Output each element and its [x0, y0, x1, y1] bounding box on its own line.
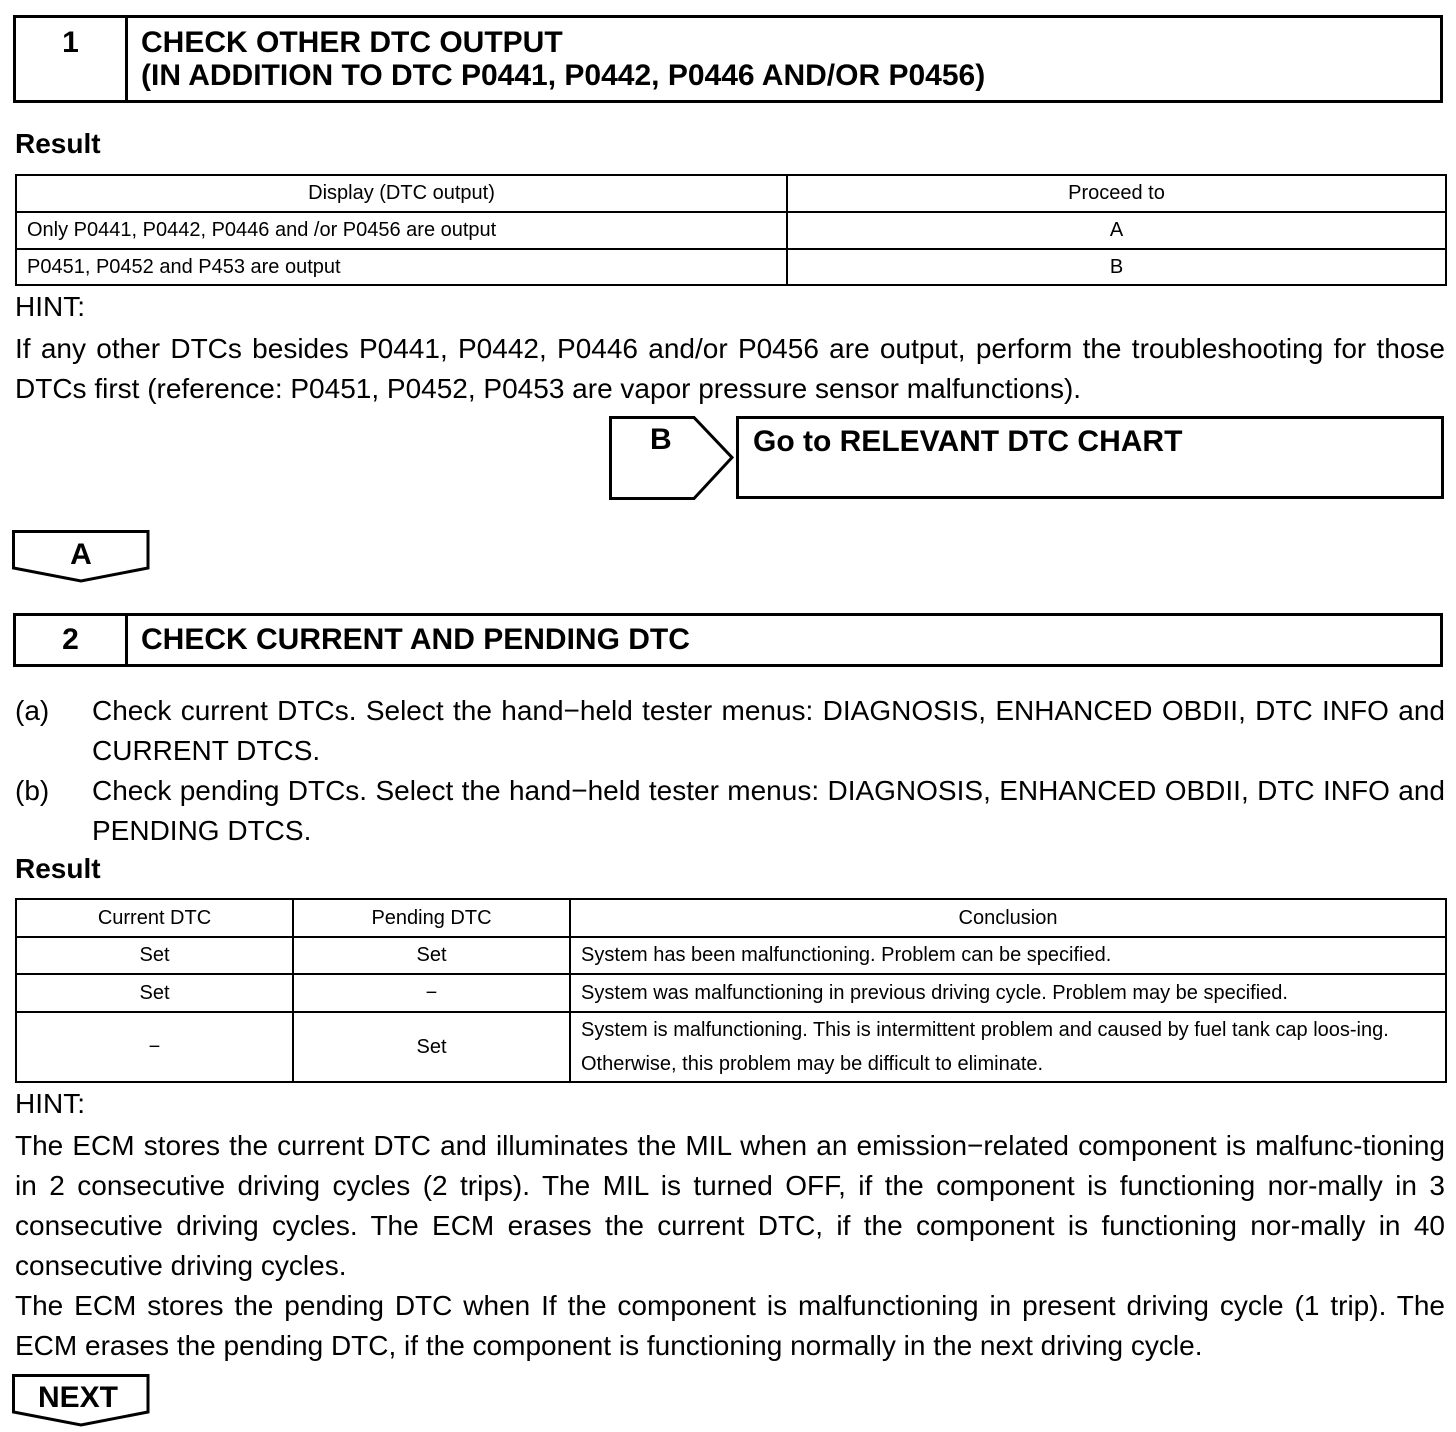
step-title-line-1: CHECK OTHER DTC OUTPUT — [141, 26, 563, 59]
table-cell: System has been malfunctioning. Problem can be specified. — [570, 937, 1446, 974]
result-label-1: Result — [15, 128, 101, 159]
instruction-item — [15, 771, 1445, 851]
table-cell: Set — [16, 937, 293, 974]
table-row — [16, 249, 1446, 285]
table-cell: Set — [16, 974, 293, 1012]
table-cell: Set — [293, 937, 570, 974]
table-row — [16, 937, 1446, 974]
step-title: CHECK CURRENT AND PENDING DTC — [141, 623, 690, 656]
step-2-header — [13, 613, 1443, 667]
table-cell: Only P0441, P0442, P0446 and /or P0456 are output — [16, 212, 787, 249]
step-title-line-2: (IN ADDITION TO DTC P0441, P0442, P0446 AND/OR P0456) — [141, 59, 986, 92]
table-row — [16, 1012, 1446, 1082]
table-cell: System was malfunctioning in previous driving cycle. Problem may be specified. — [570, 974, 1446, 1012]
item-label: (b) — [15, 775, 50, 806]
table-row — [16, 212, 1446, 249]
table-cell: P0451, P0452 and P453 are output — [16, 249, 787, 285]
result-table-1 — [15, 174, 1447, 286]
table-cell: A — [787, 212, 1446, 249]
item-text: Check current DTCs. Select the hand−held tester menus: DIAGNOSIS, ENHANCED OBDII, DTC INFO and CURRENT DTCS. — [92, 695, 1445, 766]
hint-label-2: HINT: — [15, 1088, 85, 1119]
branch-b-target: Go to RELEVANT DTC CHART — [736, 416, 1444, 499]
item-text: Check pending DTCs. Select the hand−held tester menus: DIAGNOSIS, ENHANCED OBDII, DTC INFO and PENDING DTCS. — [92, 775, 1445, 846]
branch-b-letter: B — [650, 423, 672, 456]
result-label-2: Result — [15, 853, 101, 884]
column-header: Conclusion — [570, 899, 1446, 937]
branch-a-label: A — [70, 538, 92, 571]
step-number: 2 — [16, 616, 128, 664]
next-label: NEXT — [37, 1381, 118, 1414]
step-number: 1 — [16, 18, 128, 100]
table-header-row — [16, 899, 1446, 937]
column-header: Current DTC — [16, 899, 293, 937]
table-cell: − — [16, 1012, 293, 1082]
table-cell: B — [787, 249, 1446, 285]
column-header: Display (DTC output) — [16, 175, 787, 212]
hint-text-2a: The ECM stores the current DTC and illuminates the MIL when an emission−related component is malfunc-tioning in 2 consecutive driving cycles (2 trips). The MIL is turned OFF, if the component is functioning nor-mally in 3 consecutive driving cycles. The ECM erases the current DTC, if the component is functioning nor-mally in 40 consecutive driving cycles. — [15, 1130, 1445, 1281]
hint-text-1: If any other DTCs besides P0441, P0442, P0446 and/or P0456 are output, perform the troubleshooting for those DTCs first (reference: P0451, P0452, P0453 are vapor pressure sensor malfunctions). — [15, 333, 1445, 404]
instruction-item — [15, 691, 1445, 771]
table-header-row — [16, 175, 1446, 212]
step-1-header — [13, 15, 1443, 103]
table-cell: Set — [293, 1012, 570, 1082]
column-header: Pending DTC — [293, 899, 570, 937]
hint-text-2b: The ECM stores the pending DTC when If the component is malfunctioning in present driving cycle (1 trip). The ECM erases the pending DTC, if the component is functioning normally in the next driving cycle. — [15, 1290, 1445, 1361]
step-title — [128, 18, 1440, 100]
hint-label-1: HINT: — [15, 291, 85, 322]
column-header: Proceed to — [787, 175, 1446, 212]
table-cell: System is malfunctioning. This is intermittent problem and caused by fuel tank cap loos-ing. Otherwise, this problem may be difficult to eliminate. — [570, 1012, 1446, 1082]
table-row — [16, 974, 1446, 1012]
result-table-2 — [15, 898, 1447, 1083]
table-cell: − — [293, 974, 570, 1012]
item-label: (a) — [15, 695, 50, 726]
